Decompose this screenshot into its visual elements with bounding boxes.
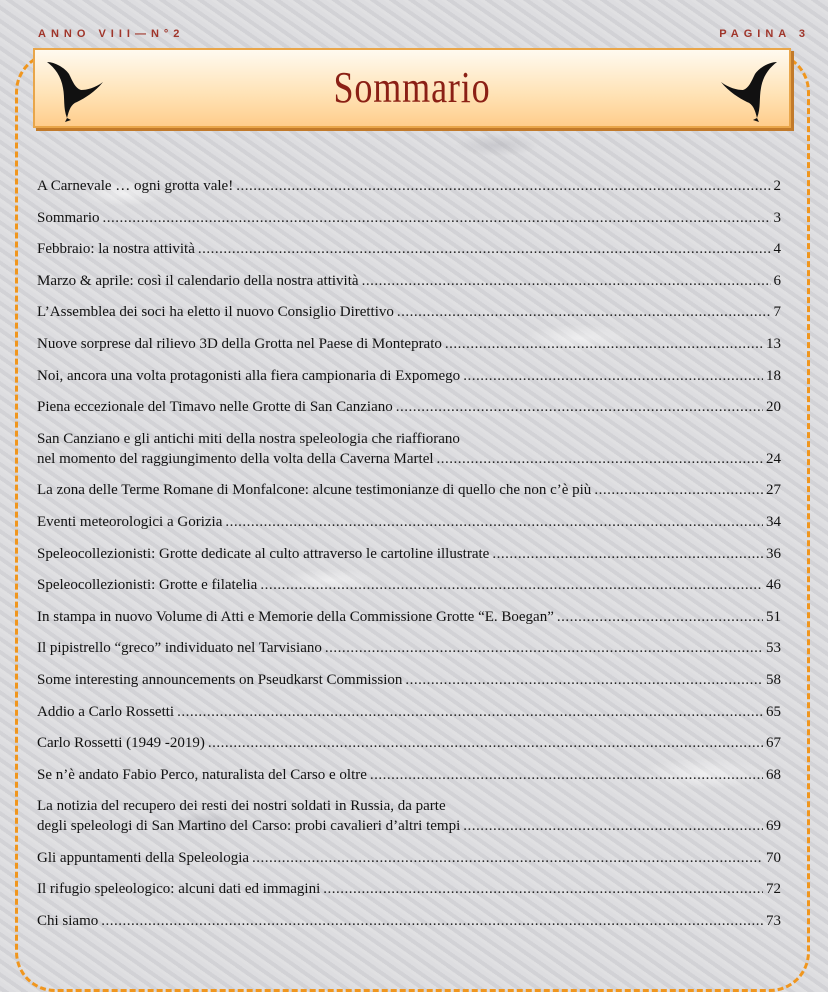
toc-entry-page: 46 [766,577,781,594]
toc-entry-page: 4 [773,241,781,258]
toc-entry-page: 72 [766,881,781,898]
dot-leader [492,544,763,565]
toc-entry[interactable] [37,334,781,355]
toc-entry-title: La zona delle Terme Romane di Monfalcone: alcune testimonianze di quello che non c’è più [37,482,592,499]
toc-entry-title: Noi, ancora una volta protagonisti alla fiera campionaria di Expomego [37,367,461,384]
toc-entry[interactable] [37,366,781,387]
toc-entry-page: 13 [766,335,781,352]
toc-entry[interactable] [37,796,781,837]
toc-entry-title: L’Assemblea dei soci ha eletto il nuovo Consiglio Direttivo [37,304,394,321]
toc-entry-page: 67 [766,735,781,752]
issue-label: ANNO VIII—N°2 [38,28,185,40]
dot-leader [405,670,763,691]
dot-leader [260,575,763,596]
toc-entry[interactable] [37,429,781,470]
toc-entry-page: 20 [766,399,781,416]
toc-entry-title-line1: La notizia del recupero dei resti dei nostri soldati in Russia, da parte [37,798,446,815]
dot-leader [445,334,763,355]
toc-entry-page: 7 [773,304,781,321]
toc-entry-page: 34 [766,513,781,530]
dot-leader [594,480,763,501]
toc-entry-page: 36 [766,545,781,562]
dot-leader [208,733,763,754]
toc-entry-title: nel momento del raggiungimento della volta della Caverna Martel [37,450,434,467]
dot-leader [101,911,763,932]
dot-leader [397,302,771,323]
toc-entry[interactable] [37,397,781,418]
toc-entry-title: Piena eccezionale del Timavo nelle Grotte di San Canziano [37,399,393,416]
dot-leader [236,176,770,197]
dot-leader [252,848,763,869]
dot-leader [325,638,763,659]
dot-leader [103,208,771,229]
bat-icon [717,58,783,122]
toc-entry-title: Marzo & aprile: così il calendario della nostra attività [37,272,359,289]
toc-entry-page: 65 [766,703,781,720]
dot-leader [225,512,763,533]
bat-icon [41,58,107,122]
page-label: PAGINA 3 [719,28,810,40]
toc-entry[interactable] [37,638,781,659]
toc-entry[interactable] [37,208,781,229]
toc-entry-title: Sommario [37,209,100,226]
toc-entry-title: Eventi meteorologici a Gorizia [37,513,223,530]
toc-entry[interactable] [37,670,781,691]
toc-entry[interactable] [37,765,781,786]
toc-entry[interactable] [37,879,781,900]
dot-leader [177,702,763,723]
toc-entry-title: Il rifugio speleologico: alcuni dati ed immagini [37,881,321,898]
toc-entry-page: 70 [766,849,781,866]
toc-entry[interactable] [37,702,781,723]
toc-entry-title-line1: San Canziano e gli antichi miti della nostra speleologia che riaffiorano [37,430,460,447]
dot-leader [557,607,763,628]
toc-entry-page: 73 [766,913,781,930]
page-title: Sommario [333,63,491,112]
toc-entry[interactable] [37,271,781,292]
toc-entry-page: 51 [766,608,781,625]
toc-entry-title: Speleocollezionisti: Grotte e filatelia [37,577,258,594]
toc-entry-title: Nuove sorprese dal rilievo 3D della Grotta nel Paese di Monteprato [37,335,442,352]
toc-entry-page: 69 [766,818,781,835]
toc-entry[interactable] [37,239,781,260]
dot-leader [370,765,763,786]
toc-entry-title: Il pipistrello “greco” individuato nel Tarvisiano [37,640,322,657]
toc-entry-title: Se n’è andato Fabio Perco, naturalista del Carso e oltre [37,766,367,783]
toc-entry-page: 53 [766,640,781,657]
toc-entry[interactable] [37,607,781,628]
toc-entry[interactable] [37,911,781,932]
table-of-contents [37,176,781,943]
toc-entry-page: 3 [773,209,781,226]
toc-entry[interactable] [37,302,781,323]
dot-leader [437,449,763,470]
toc-entry[interactable] [37,544,781,565]
toc-entry-title: Febbraio: la nostra attività [37,241,195,258]
toc-entry-title: Chi siamo [37,913,99,930]
dot-leader [323,879,763,900]
toc-entry-page: 2 [773,178,781,194]
toc-entry[interactable] [37,575,781,596]
toc-entry[interactable] [37,733,781,754]
toc-entry-title: Addio a Carlo Rossetti [37,703,175,720]
toc-entry-title: A Carnevale … ogni grotta vale! [37,178,234,194]
title-banner [33,48,791,128]
toc-entry[interactable] [37,480,781,501]
toc-entry[interactable] [37,176,781,197]
toc-entry-page: 58 [766,671,781,688]
toc-entry[interactable] [37,848,781,869]
toc-entry-title: Some interesting announcements on Pseudkarst Commission [37,671,403,688]
toc-entry-page: 18 [766,367,781,384]
dot-leader [396,397,763,418]
toc-entry-title: degli speleologi di San Martino del Carso: probi cavalieri d’altri tempi [37,818,461,835]
dot-leader [463,816,763,837]
dot-leader [463,366,763,387]
toc-entry-title: In stampa in nuovo Volume di Atti e Memorie della Commissione Grotte “E. Boegan” [37,608,554,625]
toc-entry-page: 27 [766,482,781,499]
dot-leader [198,239,771,260]
toc-entry[interactable] [37,512,781,533]
toc-entry-title: Carlo Rossetti (1949 -2019) [37,735,205,752]
toc-entry-page: 6 [773,272,781,289]
dot-leader [362,271,771,292]
toc-entry-page: 24 [766,450,781,467]
toc-entry-title: Speleocollezionisti: Grotte dedicate al culto attraverso le cartoline illustrate [37,545,490,562]
toc-entry-page: 68 [766,766,781,783]
toc-entry-title: Gli appuntamenti della Speleologia [37,849,250,866]
